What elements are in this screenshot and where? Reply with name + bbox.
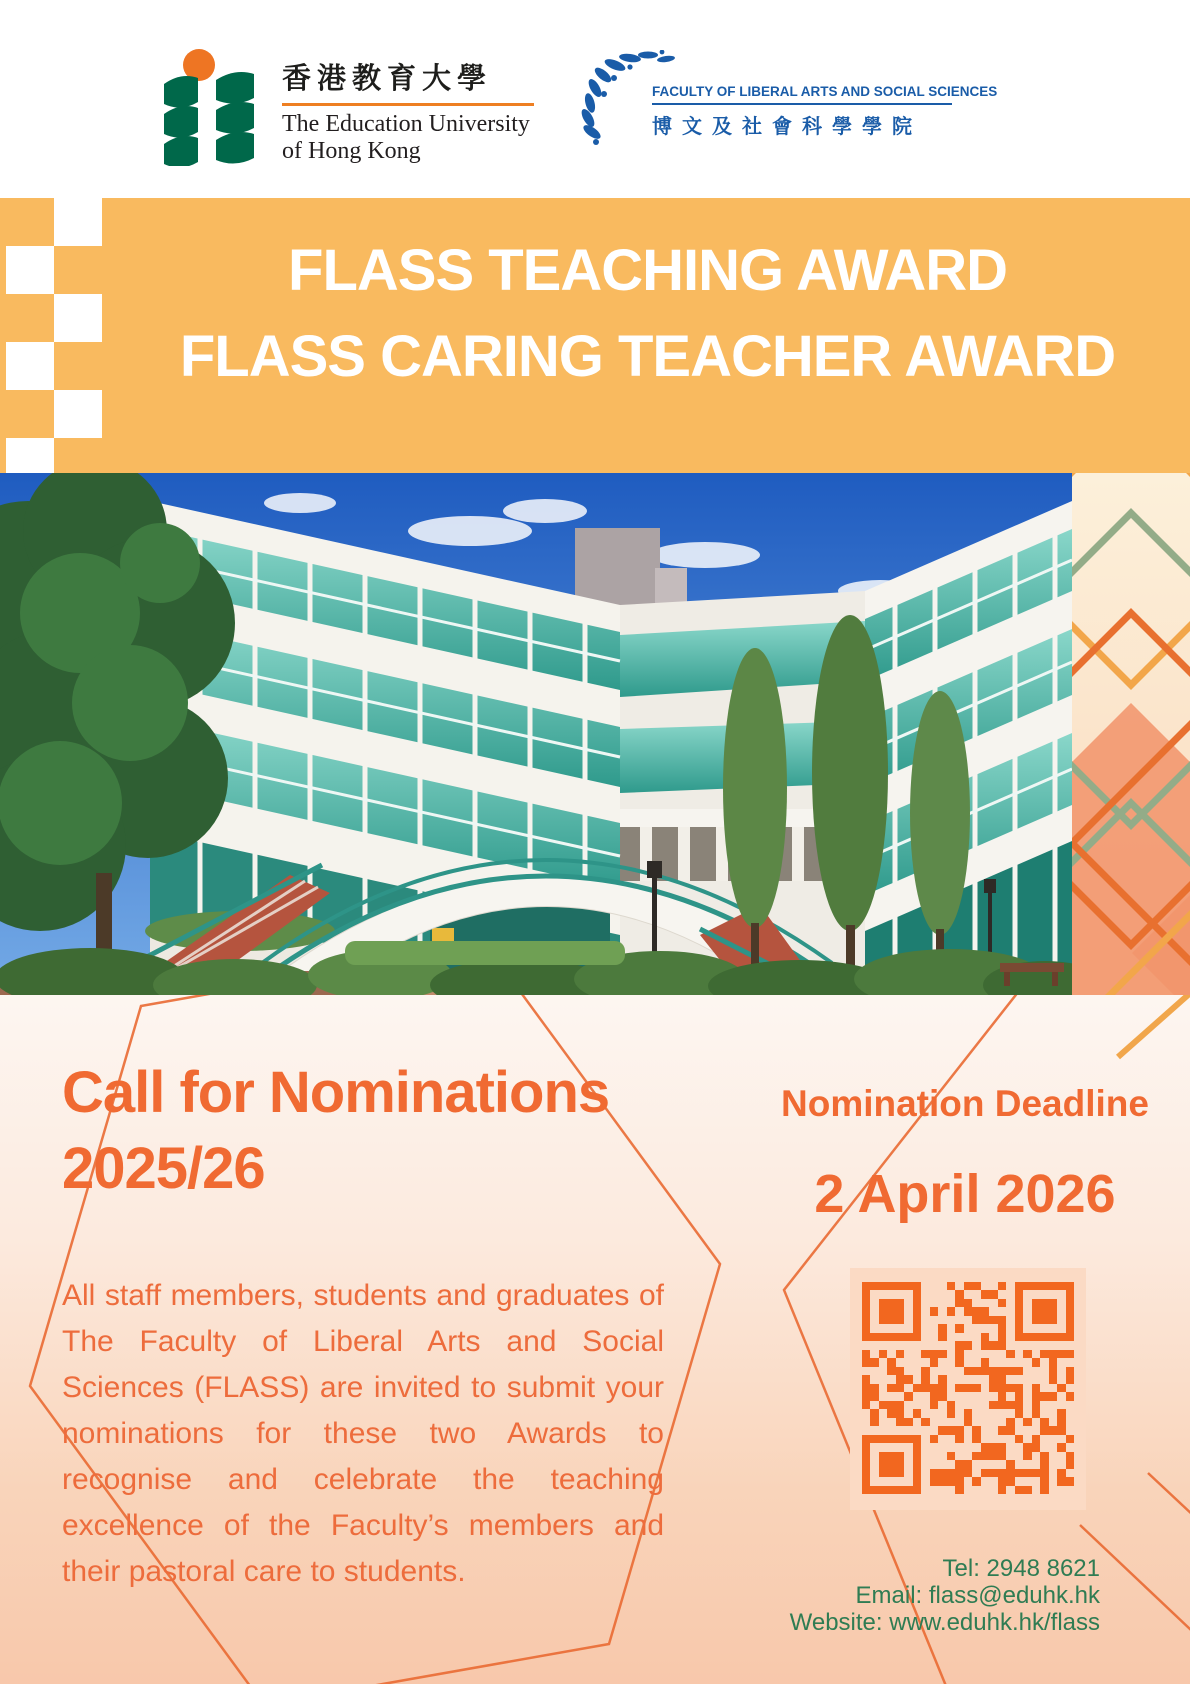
flass-english-name: FACULTY OF LIBERAL ARTS AND SOCIAL SCIENCES	[652, 84, 998, 99]
checkerboard-pattern	[6, 198, 102, 473]
deadline-box	[740, 1083, 1190, 1225]
argyle-pattern	[1072, 473, 1190, 995]
photo-row	[0, 473, 1190, 995]
qr-code	[862, 1282, 1074, 1494]
nominations-section	[0, 995, 1190, 1684]
nomination-deadline-date: 2 April 2026	[814, 1164, 1116, 1224]
nominations-body-text: All staff members, students and graduates of The Faculty of Liberal Arts and Social Sciences (FLASS) are invited to submit your nominations for these two Awards to recognise and celebrate the teaching excellence of the Faculty’s members and their pastoral care to students.	[62, 1279, 664, 1588]
flass-logo-rule	[652, 103, 952, 105]
flass-logo	[560, 44, 998, 164]
award-banner	[0, 198, 1190, 473]
banner-title-line1: FLASS TEACHING AWARD	[288, 238, 1007, 303]
contact-email: Email: flass@eduhk.hk	[855, 1582, 1100, 1609]
contact-website: Website: www.eduhk.hk/flass	[789, 1609, 1100, 1636]
header	[0, 0, 1190, 198]
flass-chinese-name: 博文及社會科學學院	[652, 116, 922, 138]
eduhk-english-name-line2: of Hong Kong	[282, 138, 421, 164]
banner-title-line2: FLASS CARING TEACHER AWARD	[179, 324, 1116, 389]
campus-courtyard-photo	[0, 473, 1072, 995]
contact-tel: Tel: 2948 8621	[942, 1555, 1100, 1582]
nomination-deadline-label: Nomination Deadline	[781, 1083, 1149, 1124]
eduhk-logo	[158, 44, 548, 170]
nominations-year: 2025/26	[62, 1136, 265, 1201]
eduhk-english-name-line1: The Education University	[282, 111, 530, 137]
eduhk-chinese-name: 香港教育大學	[282, 63, 493, 95]
eduhk-logo-rule	[282, 103, 534, 106]
qr-tile	[850, 1268, 1086, 1510]
call-for-nominations-title: Call for Nominations	[62, 1060, 610, 1125]
eduhk-logo-icon	[158, 46, 264, 166]
